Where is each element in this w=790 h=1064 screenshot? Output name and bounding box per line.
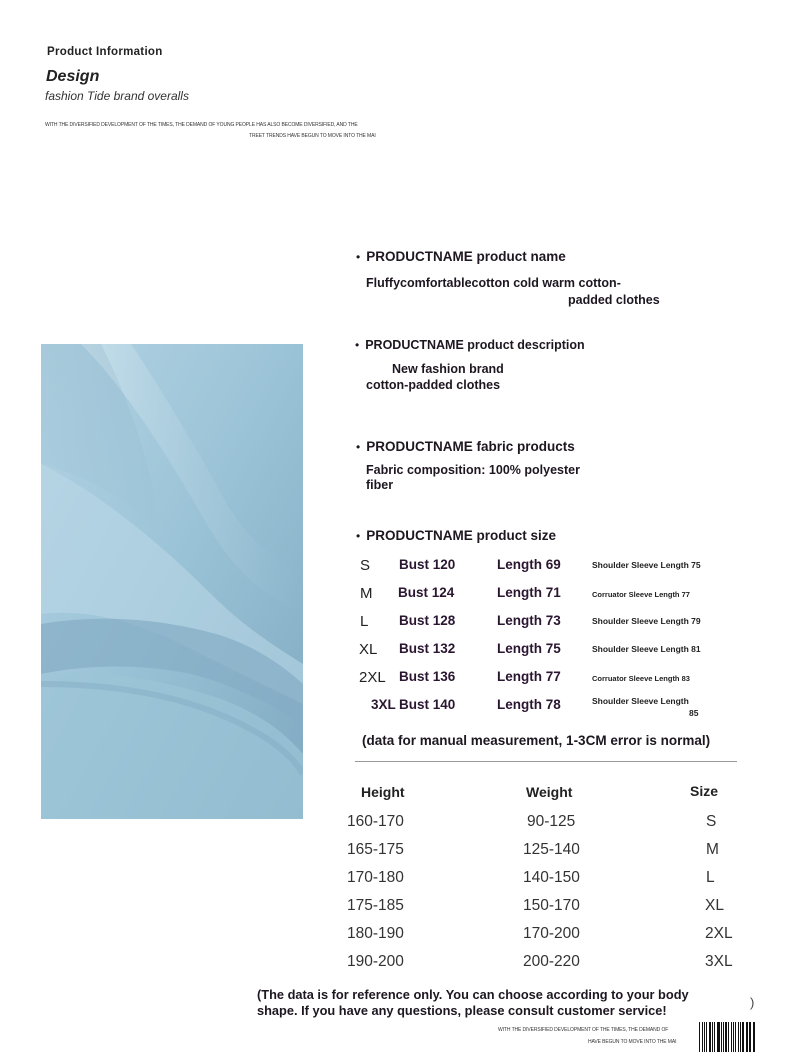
barcode-bar (728, 1022, 729, 1052)
table-cell: 2XL (705, 925, 733, 942)
table-header-size: Size (690, 783, 719, 799)
bust-xl: Bust 132 (399, 641, 456, 656)
length-2xl: Length 77 (497, 669, 561, 684)
barcode-bar (735, 1022, 736, 1052)
table-cell: M (706, 841, 719, 858)
barcode-bar (709, 1022, 711, 1052)
product-description-line-2: cotton-padded clothes (366, 378, 501, 392)
table-cell: S (706, 813, 717, 830)
bullet-dot: • (356, 440, 361, 454)
bust-3xl: Bust 140 (399, 697, 456, 712)
sleeve-s: Shoulder Sleeve Length 75 (592, 560, 701, 570)
bust-2xl: Bust 136 (399, 669, 456, 684)
bullet-dot: • (356, 529, 361, 543)
fabric-products-line-2: fiber (366, 478, 394, 492)
barcode-bar (738, 1022, 739, 1052)
sleeve-m: Corruator Sleeve Length 77 (592, 590, 690, 599)
sleeve-xl: Shoulder Sleeve Length 81 (592, 644, 701, 654)
barcode-bar (723, 1022, 724, 1052)
length-s: Length 69 (497, 557, 561, 572)
table-cell: L (706, 869, 715, 886)
product-description-heading: • PRODUCTNAME product description (355, 338, 585, 352)
barcode-bar (704, 1022, 705, 1052)
fabric-photo (41, 344, 303, 819)
barcode-bar (749, 1022, 750, 1052)
size-label-m: M (360, 585, 373, 602)
table-cell: 180-190 (347, 925, 404, 942)
barcode-bar (746, 1022, 747, 1052)
barcode-bar (721, 1022, 722, 1052)
measurement-note: (data for manual measurement, 1-3CM error is normal) (362, 733, 711, 748)
bust-s: Bust 120 (399, 557, 456, 572)
barcode-bar (699, 1022, 700, 1052)
barcode-bar (740, 1022, 741, 1052)
size-label-l: L (360, 613, 369, 630)
length-l: Length 73 (497, 613, 561, 628)
table-cell: 170-180 (347, 869, 404, 886)
tagline-line-1: WITH THE DIVERSIFIED DEVELOPMENT OF THE TIMES, THE DEMAND OF YOUNG PEOPLE HAS ALSO BECOME DIVERSIFIED, AND THE (45, 122, 358, 128)
table-cell: 160-170 (347, 813, 404, 830)
size-label-xl: XL (359, 641, 378, 658)
table-cell: XL (705, 897, 724, 914)
sleeve-3xl: Shoulder Sleeve Length (592, 696, 689, 706)
divider (355, 761, 737, 762)
length-3xl: Length 78 (497, 697, 561, 712)
fabric-products-line-1: Fabric composition: 100% polyester (366, 463, 580, 477)
footer-paren: ) (750, 995, 755, 1010)
bust-l: Bust 128 (399, 613, 456, 628)
table-cell: 90-125 (527, 813, 576, 830)
table-cell: 125-140 (523, 841, 580, 858)
product-size-heading: • PRODUCTNAME product size (356, 528, 556, 543)
size-label-s: S (360, 557, 371, 574)
table-cell: 200-220 (523, 953, 580, 970)
table-cell: 140-150 (523, 869, 580, 886)
length-m: Length 71 (497, 585, 561, 600)
table-cell: 150-170 (523, 897, 580, 914)
barcode-bar (717, 1022, 718, 1052)
product-name-heading: • PRODUCTNAME product name (356, 249, 566, 264)
barcode-bar (731, 1022, 732, 1052)
size-label-2xl: 2XL (359, 669, 386, 686)
bullet-dot: • (356, 250, 361, 264)
table-cell: 165-175 (347, 841, 404, 858)
barcode-icon (699, 1022, 756, 1052)
subtitle: fashion Tide brand overalls (45, 89, 189, 103)
table-cell: 3XL (705, 953, 733, 970)
sleeve-l: Shoulder Sleeve Length 79 (592, 616, 701, 626)
barcode-bar (714, 1022, 715, 1052)
bullet-dot: • (355, 338, 360, 352)
tagline-line-2: TREET TRENDS HAVE BEGUN TO MOVE INTO THE MAI (249, 133, 376, 139)
bust-m: Bust 124 (398, 585, 455, 600)
design-label: Design (46, 68, 100, 85)
barcode-bar (747, 1022, 748, 1052)
barcode-bar (733, 1022, 734, 1052)
table-cell: 170-200 (523, 925, 580, 942)
barcode-bar (725, 1022, 727, 1052)
table-cell: 175-185 (347, 897, 404, 914)
sleeve-3xl-value: 85 (689, 708, 699, 718)
barcode-bar (706, 1022, 707, 1052)
product-description-line-1: New fashion brand (392, 362, 504, 376)
table-header-height: Height (361, 784, 405, 800)
size-label-3xl: 3XL (371, 697, 396, 712)
sleeve-2xl: Corruator Sleeve Length 83 (592, 674, 690, 683)
table-cell: 190-200 (347, 953, 404, 970)
footer-tagline-1: WITH THE DIVERSIFIED DEVELOPMENT OF THE TIMES, THE DEMAND OF (498, 1027, 669, 1033)
barcode-bar (712, 1022, 713, 1052)
barcode-bar (754, 1022, 755, 1052)
barcode-bar (718, 1022, 719, 1052)
fabric-products-heading: • PRODUCTNAME fabric products (356, 439, 575, 454)
section-label: Product Information (47, 46, 163, 58)
barcode-bar (742, 1022, 744, 1052)
length-xl: Length 75 (497, 641, 561, 656)
footer-note: (The data is for reference only. You can choose according to your body shape. If you have any questions, please consult customer service! (257, 987, 689, 1018)
footer-tagline-2: HAVE BEGUN TO MOVE INTO THE MAI (588, 1039, 677, 1045)
table-header-weight: Weight (526, 784, 573, 800)
barcode-bar (702, 1022, 703, 1052)
product-name-line-1: Fluffycomfortablecotton cold warm cotton- (366, 276, 621, 290)
barcode-bar (753, 1022, 754, 1052)
product-name-line-2: padded clothes (568, 293, 660, 307)
